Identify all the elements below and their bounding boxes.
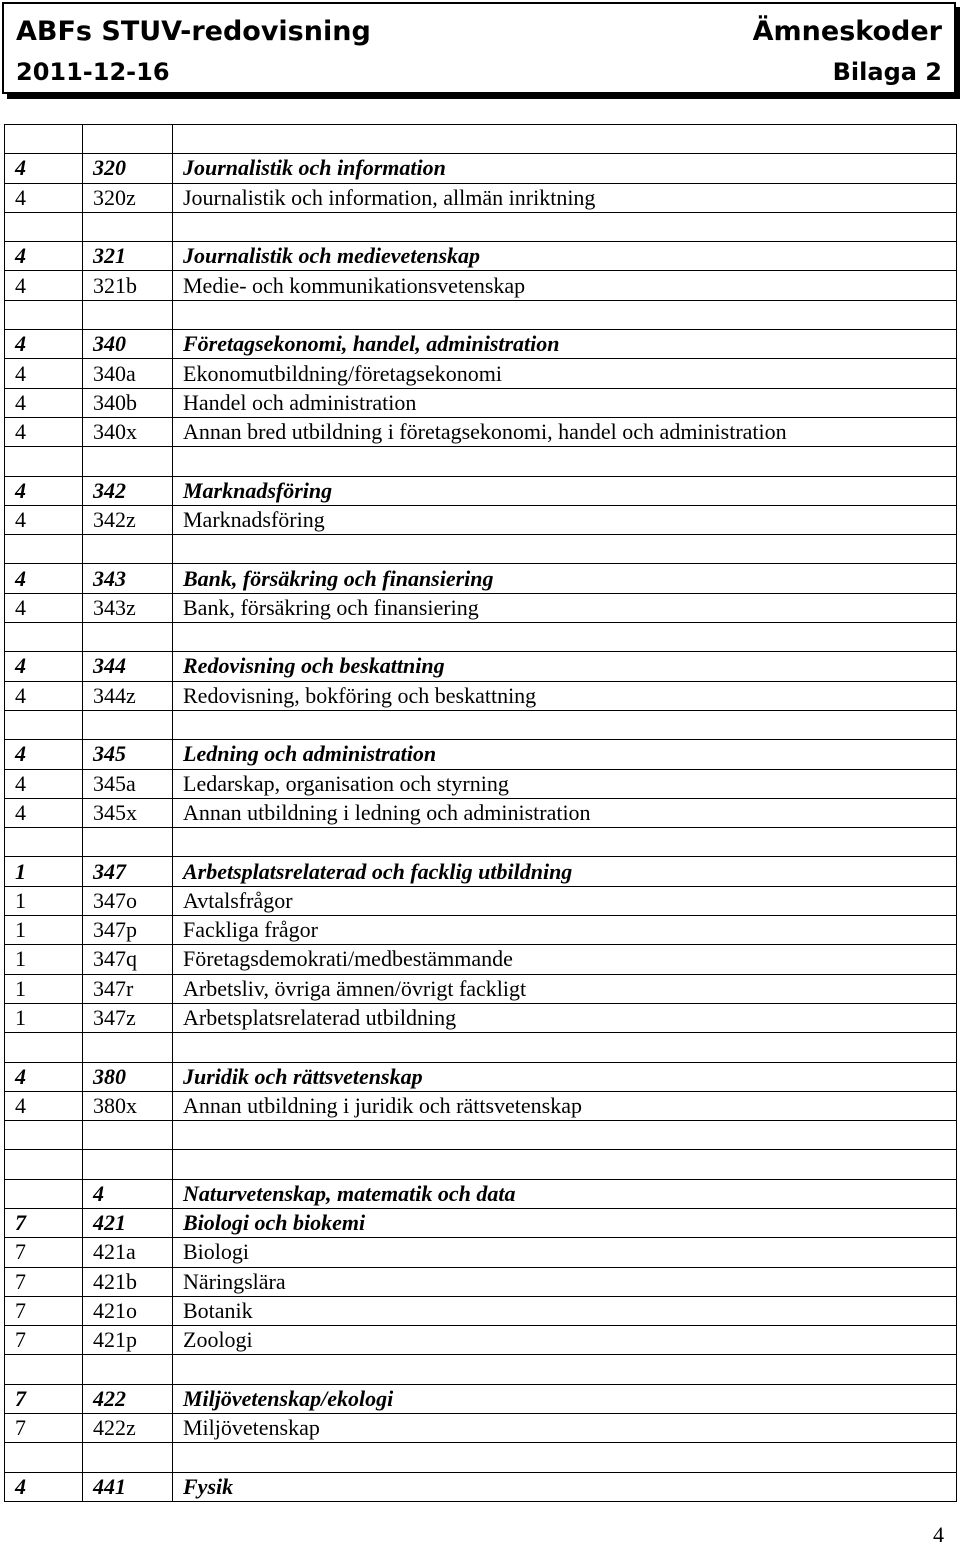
area-code-cell: 7	[5, 1384, 83, 1413]
table-row-heading	[5, 652, 957, 681]
table-row	[5, 681, 957, 710]
table-row	[5, 1238, 957, 1267]
subject-name-cell	[173, 535, 957, 564]
subject-name-cell: Biologi och biokemi	[173, 1208, 957, 1237]
subject-name-cell	[173, 1121, 957, 1150]
table-row-empty	[5, 125, 957, 154]
subject-name-cell: Arbetsplatsrelaterad utbildning	[173, 1003, 957, 1032]
subject-code-cell	[83, 710, 173, 739]
table-row-empty	[5, 828, 957, 857]
table-row-heading	[5, 476, 957, 505]
table-row-empty	[5, 447, 957, 476]
subject-code-cell: 421b	[83, 1267, 173, 1296]
attachment-label: Bilaga 2	[832, 58, 942, 86]
subject-name-cell: Annan bred utbildning i företagsekonomi, handel och administration	[173, 417, 957, 446]
subject-code-cell: 343z	[83, 593, 173, 622]
table-row	[5, 916, 957, 945]
area-code-cell: 4	[5, 1091, 83, 1120]
table-row	[5, 417, 957, 446]
area-code-cell: 1	[5, 916, 83, 945]
subject-name-cell: Journalistik och medievetenskap	[173, 242, 957, 271]
table-row-empty	[5, 535, 957, 564]
subject-name-cell: Avtalsfrågor	[173, 886, 957, 915]
subject-code-cell: 321	[83, 242, 173, 271]
subject-name-cell: Juridik och rättsvetenskap	[173, 1062, 957, 1091]
area-code-cell: 1	[5, 1003, 83, 1032]
subject-name-cell: Journalistik och information, allmän inriktning	[173, 183, 957, 212]
subject-name-cell	[173, 623, 957, 652]
area-code-cell	[5, 300, 83, 329]
subject-name-cell	[173, 212, 957, 241]
subject-code-cell: 343	[83, 564, 173, 593]
table-row	[5, 505, 957, 534]
subject-name-cell: Ledning och administration	[173, 740, 957, 769]
subject-name-cell: Miljövetenskap/ekologi	[173, 1384, 957, 1413]
subject-name-cell: Biologi	[173, 1238, 957, 1267]
table-row-empty	[5, 1443, 957, 1472]
subject-code-cell: 422z	[83, 1414, 173, 1443]
subject-code-cell	[83, 1033, 173, 1062]
table-row	[5, 1267, 957, 1296]
area-code-cell: 4	[5, 505, 83, 534]
subject-code-cell: 342z	[83, 505, 173, 534]
area-code-cell: 4	[5, 242, 83, 271]
subject-code-cell	[83, 623, 173, 652]
subject-name-cell	[173, 300, 957, 329]
subject-code-cell: 347	[83, 857, 173, 886]
subject-name-cell: Medie- och kommunikationsvetenskap	[173, 271, 957, 300]
subject-code-cell: 320z	[83, 183, 173, 212]
subject-code-cell: 380	[83, 1062, 173, 1091]
subject-name-cell: Fysik	[173, 1472, 957, 1501]
subject-name-cell: Redovisning, bokföring och beskattning	[173, 681, 957, 710]
table-row	[5, 1091, 957, 1120]
subject-name-cell: Marknadsföring	[173, 476, 957, 505]
table-row-empty	[5, 300, 957, 329]
area-code-cell: 4	[5, 388, 83, 417]
subject-name-cell: Bank, försäkring och finansiering	[173, 564, 957, 593]
subject-code-cell: 421	[83, 1208, 173, 1237]
area-code-cell	[5, 828, 83, 857]
subject-name-cell: Fackliga frågor	[173, 916, 957, 945]
subject-code-table-body	[5, 125, 957, 1502]
subject-name-cell: Näringslära	[173, 1267, 957, 1296]
area-code-cell	[5, 535, 83, 564]
subject-code-cell	[83, 535, 173, 564]
table-row-heading	[5, 857, 957, 886]
subject-code-cell	[83, 1443, 173, 1472]
subject-name-cell	[173, 447, 957, 476]
area-code-cell: 1	[5, 945, 83, 974]
subject-name-cell	[173, 1150, 957, 1179]
subject-name-cell: Annan utbildning i juridik och rättsvetenskap	[173, 1091, 957, 1120]
table-row	[5, 945, 957, 974]
table-row-empty	[5, 1033, 957, 1062]
table-row-heading	[5, 740, 957, 769]
section-title: Ämneskoder	[752, 16, 942, 47]
subject-code-cell: 421o	[83, 1296, 173, 1325]
area-code-cell: 7	[5, 1296, 83, 1325]
subject-name-cell	[173, 1033, 957, 1062]
subject-name-cell: Naturvetenskap, matematik och data	[173, 1179, 957, 1208]
subject-name-cell: Arbetsplatsrelaterad och facklig utbildning	[173, 857, 957, 886]
subject-code-cell: 340b	[83, 388, 173, 417]
subject-name-cell: Marknadsföring	[173, 505, 957, 534]
subject-name-cell: Botanik	[173, 1296, 957, 1325]
table-row	[5, 388, 957, 417]
subject-code-cell	[83, 447, 173, 476]
subject-name-cell: Annan utbildning i ledning och administration	[173, 798, 957, 827]
area-code-cell: 7	[5, 1238, 83, 1267]
area-code-cell: 4	[5, 476, 83, 505]
subject-code-cell: 380x	[83, 1091, 173, 1120]
area-code-cell	[5, 125, 83, 154]
area-code-cell	[5, 1150, 83, 1179]
subject-code-cell: 340x	[83, 417, 173, 446]
subject-name-cell	[173, 1443, 957, 1472]
area-code-cell: 7	[5, 1208, 83, 1237]
subject-code-cell: 422	[83, 1384, 173, 1413]
area-code-cell: 7	[5, 1326, 83, 1355]
subject-code-cell: 421a	[83, 1238, 173, 1267]
area-code-cell: 7	[5, 1414, 83, 1443]
table-row-empty	[5, 212, 957, 241]
subject-name-cell: Bank, försäkring och finansiering	[173, 593, 957, 622]
document-header	[2, 2, 956, 94]
header-row-top	[16, 14, 942, 50]
area-code-cell: 4	[5, 652, 83, 681]
subject-name-cell: Ledarskap, organisation och styrning	[173, 769, 957, 798]
table-row-heading	[5, 1472, 957, 1501]
area-code-cell	[5, 447, 83, 476]
table-row-heading	[5, 1208, 957, 1237]
subject-code-cell: 347z	[83, 1003, 173, 1032]
table-row	[5, 183, 957, 212]
area-code-cell: 1	[5, 886, 83, 915]
table-row	[5, 974, 957, 1003]
table-row	[5, 1326, 957, 1355]
subject-code-cell: 347o	[83, 886, 173, 915]
area-code-cell: 4	[5, 359, 83, 388]
subject-code-cell	[83, 1150, 173, 1179]
area-code-cell: 4	[5, 564, 83, 593]
area-code-cell	[5, 1179, 83, 1208]
subject-code-cell	[83, 1121, 173, 1150]
area-code-cell: 4	[5, 154, 83, 183]
table-row	[5, 271, 957, 300]
area-code-cell	[5, 623, 83, 652]
area-code-cell: 4	[5, 1472, 83, 1501]
page-number: 4	[933, 1522, 944, 1547]
area-code-cell: 7	[5, 1267, 83, 1296]
subject-code-cell: 344	[83, 652, 173, 681]
subject-code-cell: 340a	[83, 359, 173, 388]
area-code-cell: 4	[5, 183, 83, 212]
subject-code-cell: 347r	[83, 974, 173, 1003]
table-row-heading	[5, 330, 957, 359]
subject-name-cell	[173, 828, 957, 857]
table-row-empty	[5, 1121, 957, 1150]
area-code-cell	[5, 710, 83, 739]
subject-name-cell: Ekonomutbildning/företagsekonomi	[173, 359, 957, 388]
area-code-cell	[5, 1121, 83, 1150]
subject-code-cell	[83, 300, 173, 329]
subject-name-cell: Företagsdemokrati/medbestämmande	[173, 945, 957, 974]
subject-code-cell	[83, 212, 173, 241]
area-code-cell: 1	[5, 974, 83, 1003]
area-code-cell: 4	[5, 593, 83, 622]
document-date: 2011-12-16	[16, 58, 170, 86]
area-code-cell: 4	[5, 798, 83, 827]
area-code-cell	[5, 1033, 83, 1062]
table-row	[5, 886, 957, 915]
table-row-empty	[5, 1355, 957, 1384]
subject-name-cell	[173, 1355, 957, 1384]
subject-code-cell: 347q	[83, 945, 173, 974]
table-row	[5, 1296, 957, 1325]
document-title: ABFs STUV-redovisning	[16, 16, 371, 47]
table-row-heading	[5, 1062, 957, 1091]
table-row	[5, 769, 957, 798]
subject-code-table	[4, 124, 957, 1502]
area-code-cell: 1	[5, 857, 83, 886]
table-row-heading	[5, 154, 957, 183]
table-row	[5, 1003, 957, 1032]
table-row-heading	[5, 1384, 957, 1413]
subject-code-cell: 342	[83, 476, 173, 505]
area-code-cell: 4	[5, 740, 83, 769]
subject-code-cell: 320	[83, 154, 173, 183]
subject-code-cell: 340	[83, 330, 173, 359]
subject-name-cell	[173, 125, 957, 154]
subject-code-cell: 344z	[83, 681, 173, 710]
area-code-cell	[5, 212, 83, 241]
table-row-heading	[5, 1179, 957, 1208]
subject-code-cell	[83, 1355, 173, 1384]
subject-name-cell: Redovisning och beskattning	[173, 652, 957, 681]
area-code-cell: 4	[5, 681, 83, 710]
area-code-cell: 4	[5, 330, 83, 359]
subject-name-cell: Företagsekonomi, handel, administration	[173, 330, 957, 359]
table-row	[5, 359, 957, 388]
subject-code-cell: 321b	[83, 271, 173, 300]
table-row-empty	[5, 1150, 957, 1179]
subject-code-cell: 441	[83, 1472, 173, 1501]
table-row	[5, 1414, 957, 1443]
area-code-cell: 4	[5, 271, 83, 300]
table-row-empty	[5, 623, 957, 652]
subject-name-cell: Arbetsliv, övriga ämnen/övrigt fackligt	[173, 974, 957, 1003]
subject-name-cell: Zoologi	[173, 1326, 957, 1355]
subject-code-cell: 347p	[83, 916, 173, 945]
subject-code-cell	[83, 828, 173, 857]
subject-code-cell: 4	[83, 1179, 173, 1208]
table-row	[5, 798, 957, 827]
subject-name-cell: Handel och administration	[173, 388, 957, 417]
area-code-cell: 4	[5, 769, 83, 798]
subject-name-cell	[173, 710, 957, 739]
table-row-heading	[5, 564, 957, 593]
subject-code-cell: 345x	[83, 798, 173, 827]
subject-code-cell	[83, 125, 173, 154]
table-row	[5, 593, 957, 622]
subject-code-cell: 345a	[83, 769, 173, 798]
area-code-cell: 4	[5, 417, 83, 446]
table-row-empty	[5, 710, 957, 739]
subject-name-cell: Miljövetenskap	[173, 1414, 957, 1443]
header-row-bottom	[16, 54, 942, 90]
table-row-heading	[5, 242, 957, 271]
subject-code-cell: 421p	[83, 1326, 173, 1355]
subject-name-cell: Journalistik och information	[173, 154, 957, 183]
area-code-cell	[5, 1355, 83, 1384]
subject-code-cell: 345	[83, 740, 173, 769]
area-code-cell: 4	[5, 1062, 83, 1091]
area-code-cell	[5, 1443, 83, 1472]
